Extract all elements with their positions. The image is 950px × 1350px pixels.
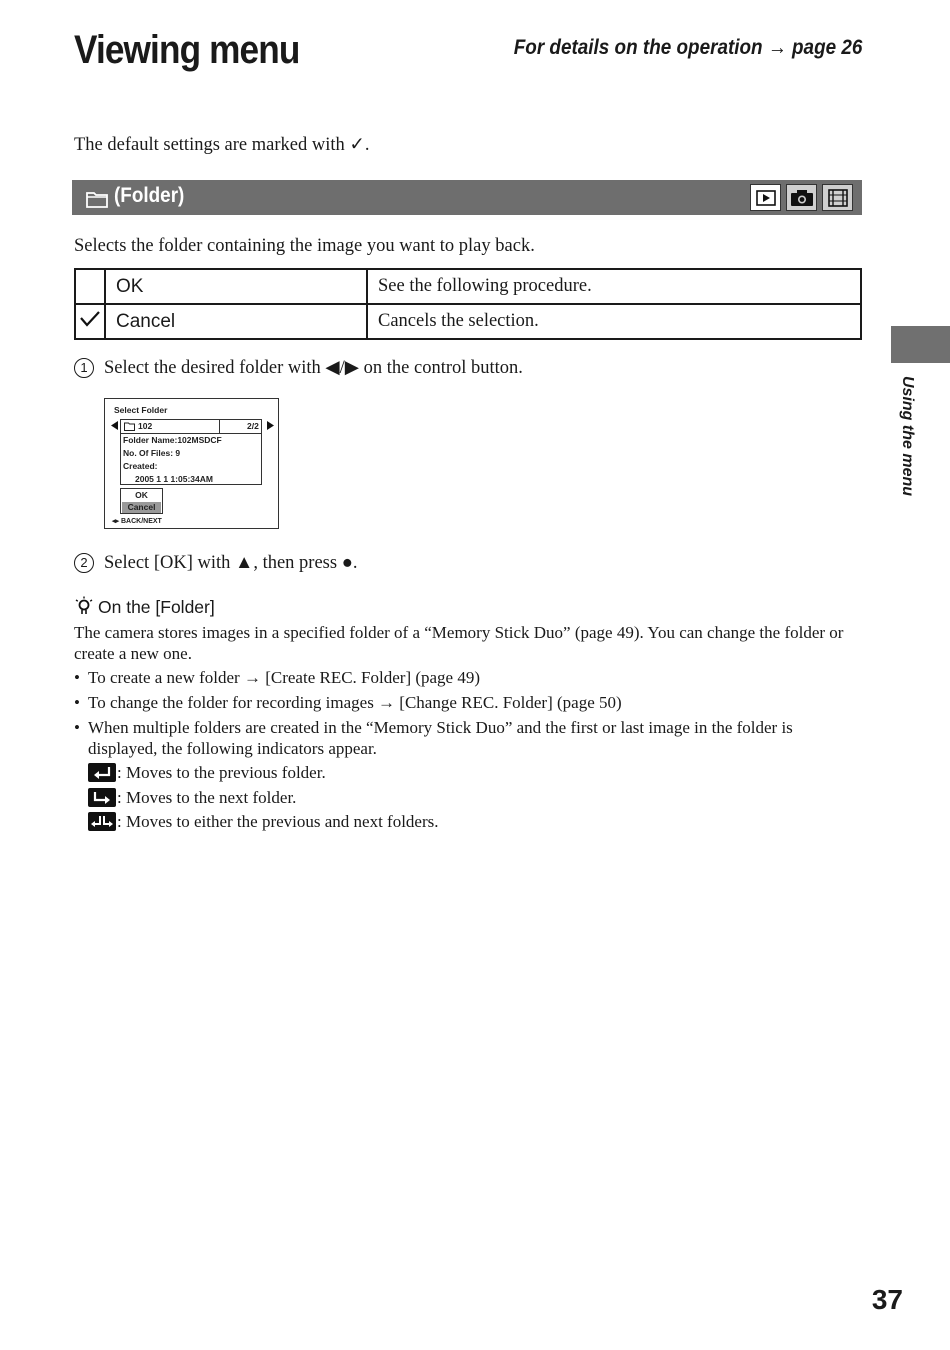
step-number: 1 xyxy=(74,358,94,378)
previous-next-folder-icon xyxy=(88,812,116,831)
table-row xyxy=(75,304,861,339)
folder-number: 102 xyxy=(138,421,153,431)
page-title: Viewing menu xyxy=(74,28,300,72)
screen-menu xyxy=(120,488,163,514)
lightbulb-icon xyxy=(74,596,94,616)
next-folder-icon xyxy=(88,788,116,807)
camera-mode-icon xyxy=(786,184,817,211)
created-label: Created: xyxy=(123,461,158,471)
file-count: No. Of Files: 9 xyxy=(123,448,181,458)
default-mark-cell xyxy=(75,269,105,304)
section-title: (Folder) xyxy=(114,184,185,207)
indicator-text: : Moves to the next folder. xyxy=(117,788,297,807)
playback-mode-icon xyxy=(750,184,781,211)
side-section-label: Using the menu xyxy=(899,376,916,497)
previous-folder-icon xyxy=(88,763,116,782)
table-row xyxy=(75,269,861,304)
page-number: 37 xyxy=(871,1284,903,1315)
option-name: Cancel xyxy=(105,304,367,339)
right-arrow-icon xyxy=(267,421,274,430)
option-description: Cancels the selection. xyxy=(367,304,861,339)
tip-body: The camera stores images in a specified folder of a “Memory Stick Duo” (page 49). You can change the folder or create a new one. xyxy=(74,623,844,663)
header-reference: For details on the operation → page 26 xyxy=(513,36,862,59)
screen-ok-option: OK xyxy=(135,490,148,500)
section-header-bar xyxy=(72,180,862,215)
indicator-text: : Moves to the previous folder. xyxy=(117,763,326,782)
tip-heading xyxy=(74,596,215,618)
list-item: • When multiple folders are created in the “Memory Stick Duo” and the first or last image in the folder is displayed, the following indicators appear. xyxy=(74,717,864,759)
side-tab-marker xyxy=(891,326,950,363)
indicator-previous xyxy=(88,762,326,783)
indicator-text: : Moves to either the previous and next folders. xyxy=(117,812,439,831)
list-item: • To change the folder for recording images → [Change REC. Folder] (page 50) xyxy=(74,692,864,713)
step-text: Select the desired folder with ◀/▶ on the control button. xyxy=(104,358,523,378)
list-item: • To create a new folder → [Create REC. Folder] (page 49) xyxy=(74,667,864,688)
divider xyxy=(219,420,220,433)
default-mark-cell xyxy=(75,304,105,339)
tip-title: On the [Folder] xyxy=(98,597,215,617)
indicator-next xyxy=(88,787,296,808)
option-description: See the following procedure. xyxy=(367,269,861,304)
indicator-both xyxy=(88,811,439,832)
screen-footer: ◂▸ BACK/NEXT xyxy=(112,518,162,525)
folder-name: Folder Name:102MSDCF xyxy=(123,435,222,445)
folder-page: 2/2 xyxy=(247,421,259,431)
folder-info-box xyxy=(120,419,262,485)
step-2 xyxy=(74,551,358,575)
screen-title: Select Folder xyxy=(114,405,168,415)
left-arrow-icon xyxy=(111,421,118,430)
section-description: Selects the folder containing the image you want to play back. xyxy=(74,236,535,256)
folder-icon xyxy=(86,190,108,208)
screen-cancel-option: Cancel xyxy=(122,502,161,513)
step-text: Select [OK] with ▲, then press ●. xyxy=(104,553,358,573)
options-table xyxy=(74,268,862,340)
option-name: OK xyxy=(105,269,367,304)
folder-icon xyxy=(124,422,135,431)
tip-bullet-list xyxy=(74,667,864,759)
movie-mode-icon xyxy=(822,184,853,211)
camera-screen-illustration xyxy=(104,398,279,529)
checkmark-icon xyxy=(79,310,101,328)
step-1 xyxy=(74,356,523,380)
default-settings-note: The default settings are marked with ✓. xyxy=(74,135,370,155)
step-number: 2 xyxy=(74,553,94,573)
screen-footer-text: BACK/NEXT xyxy=(120,518,162,525)
created-date: 2005 1 1 1:05:34AM xyxy=(135,474,213,484)
